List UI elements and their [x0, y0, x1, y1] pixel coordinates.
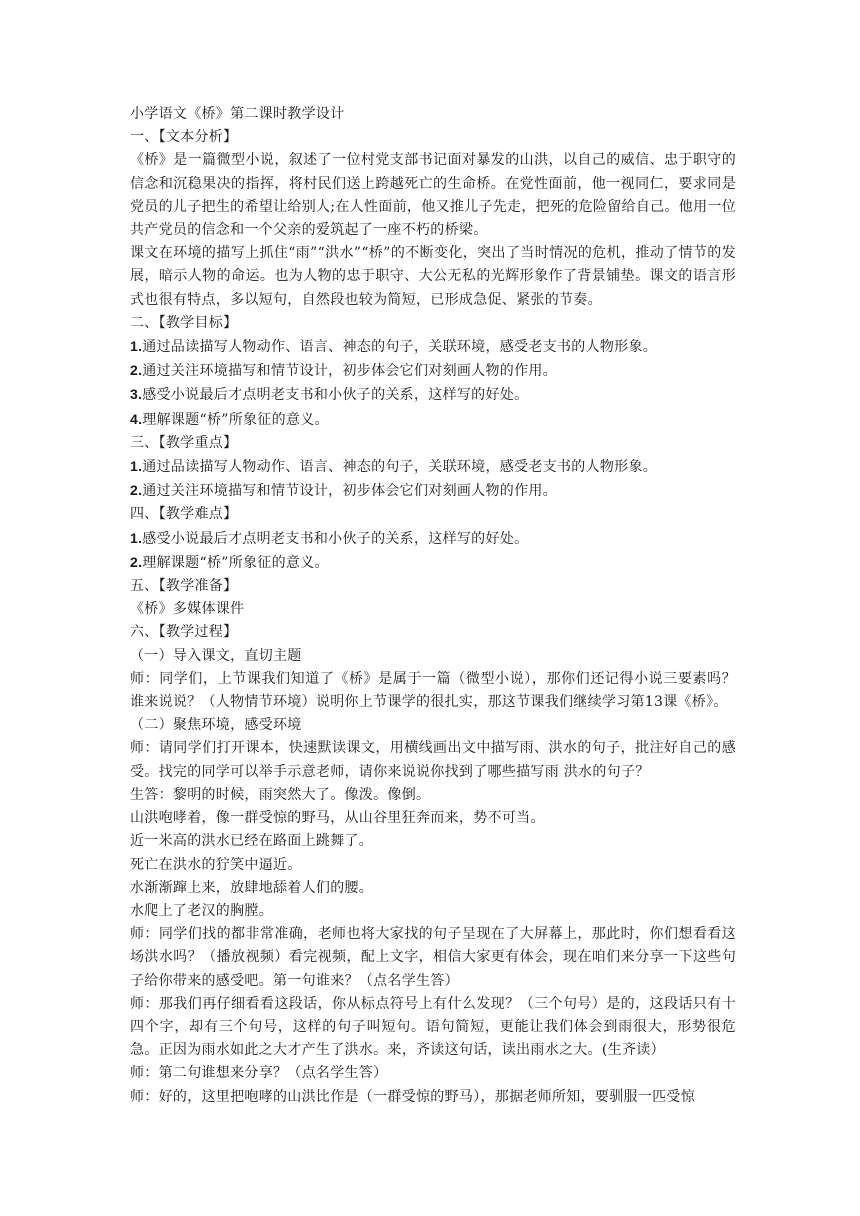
item-number: 2. [130, 482, 143, 499]
process-paragraph: 师：好的，这里把咆哮的山洪比作是（一群受惊的野马），那据老师所知，要驯服一匹受惊 [130, 1088, 695, 1105]
section-heading-preparation: 五、【教学准备】 [130, 578, 238, 595]
process-paragraph: 师：第二句谁想来分享？（点名学生答） [130, 1065, 388, 1082]
item-number: 2. [130, 362, 143, 379]
quoted-line: 水渐渐蹿上来，放肆地舔着人们的腰。 [130, 879, 374, 896]
key-point-item [130, 455, 736, 479]
item-text: 通过关注环境描写和情节设计，初步体会它们对刻画人物的作用。 [142, 363, 557, 380]
item-number: 3. [130, 386, 143, 403]
process-paragraph: 师：那我们再仔细看看这段话，你从标点符号上有什么发现？（三个句号）是的，这段话只有十四个字，却有三个句号，这样的句子叫短句。语句简短，更能让我们体会到雨很大，形势很危急。正因为雨水如此之大才产生了洪水。来，齐读这句话，读出雨水之大。(生齐读） [130, 995, 736, 1059]
process-paragraph: 师：请同学们打开课本，快速默读课文，用横线画出文中描写雨、洪水的句子，批注好自己的感受。找完的同学可以举手示意老师，请你来说说你找到了哪些描写雨 洪水的句子？ [130, 740, 736, 780]
process-paragraph: 师：同学们找的都非常准确，老师也将大家找的句子呈现在了大屏幕上，那此时，你们想看看这场洪水吗？（播放视频）看完视频，配上文字，相信大家更有体会，现在咱们来分享一下这些句子给你带来的感受吧。第一句谁来？（点名学生答） [130, 926, 736, 989]
section-heading-key-points: 三、【教学重点】 [130, 434, 238, 451]
document-body [130, 103, 736, 1109]
item-number: 1. [130, 338, 143, 355]
item-text: 感受小说最后才点明老支书和小伙子的关系，这样写的好处。 [142, 387, 529, 404]
quoted-line: 死亡在洪水的狞笑中逼近。 [130, 856, 302, 873]
item-text: 理解课题“桥”所象征的意义。 [142, 554, 329, 571]
item-text: 通过品读描写人物动作、语言、神态的句子，关联环境，感受老支书的人物形象。 [142, 339, 658, 356]
item-number: 4. [130, 410, 143, 427]
process-subheading: （二）聚焦环境，感受环境 [130, 717, 302, 734]
quoted-line: 近一米高的洪水已经在路面上跳舞了。 [130, 833, 374, 850]
item-text: 感受小说最后才点明老支书和小伙子的关系，这样写的好处。 [142, 530, 529, 547]
goal-item [130, 335, 736, 359]
goal-item [130, 359, 736, 383]
section-heading-analysis: 一、【文本分析】 [130, 129, 238, 146]
section-heading-difficulties: 四、【教学难点】 [130, 506, 238, 523]
item-text: 通过关注环境描写和情节设计，初步体会它们对刻画人物的作用。 [142, 483, 557, 500]
preparation-text: 《桥》多媒体课件 [130, 601, 245, 618]
item-text: 通过品读描写人物动作、语言、神态的句子，关联环境，感受老支书的人物形象。 [142, 459, 658, 476]
process-subheading: （一）导入课文，直切主题 [130, 647, 302, 664]
analysis-paragraph: 《桥》是一篇微型小说，叙述了一位村党支部书记面对暴发的山洪，以自己的威信、忠于职守的信念和沉稳果决的指挥，将村民们送上跨越死亡的生命桥。在党性面前，他一视同仁，要求同是党员的儿子把生的希望让给别人;在人性面前，他又推儿子先走，把死的危险留给自己。他用一位共产党员的信念和一个父亲的爱筑起了一座不朽的桥梁。 [130, 152, 736, 239]
goal-item [130, 383, 736, 407]
item-number: 1. [130, 529, 143, 546]
quoted-line: 水爬上了老汉的胸膛。 [130, 902, 273, 919]
key-point-item [130, 479, 736, 503]
quoted-line: 山洪咆哮着，像一群受惊的野马，从山谷里狂奔而来，势不可当。 [130, 810, 545, 827]
difficulty-item [130, 527, 736, 551]
section-heading-goals: 二、【教学目标】 [130, 314, 238, 331]
analysis-paragraph: 课文在环境的描写上抓住“雨”“洪水”“桥”的不断变化，突出了当时情况的危机，推动了情节的发展，暗示人物的命运。也为人物的忠于职守、大公无私的光辉形象作了背景铺垫。课文的语言形式也很有特点，多以短句，自然段也较为简短，已形成急促、紧张的节奏。 [130, 245, 736, 308]
quoted-line: 生答：黎明的时候，雨突然大了。像泼。像倒。 [130, 786, 431, 803]
process-paragraph: 师：同学们，上节课我们知道了《桥》是属于一篇（微型小说），那你们还记得小说三要素吗？谁来说说？（人物情节环境）说明你上节课学的很扎实，那这节课我们继续学习第13课《桥》。 [130, 670, 736, 711]
document-title: 小学语文《桥》第二课时教学设计 [130, 106, 345, 122]
item-text: 理解课题“桥”所象征的意义。 [142, 411, 329, 428]
goal-item [130, 408, 736, 432]
item-number: 1. [130, 458, 143, 475]
section-heading-process: 六、【教学过程】 [130, 624, 238, 641]
difficulty-item [130, 551, 736, 575]
item-number: 2. [130, 553, 143, 570]
